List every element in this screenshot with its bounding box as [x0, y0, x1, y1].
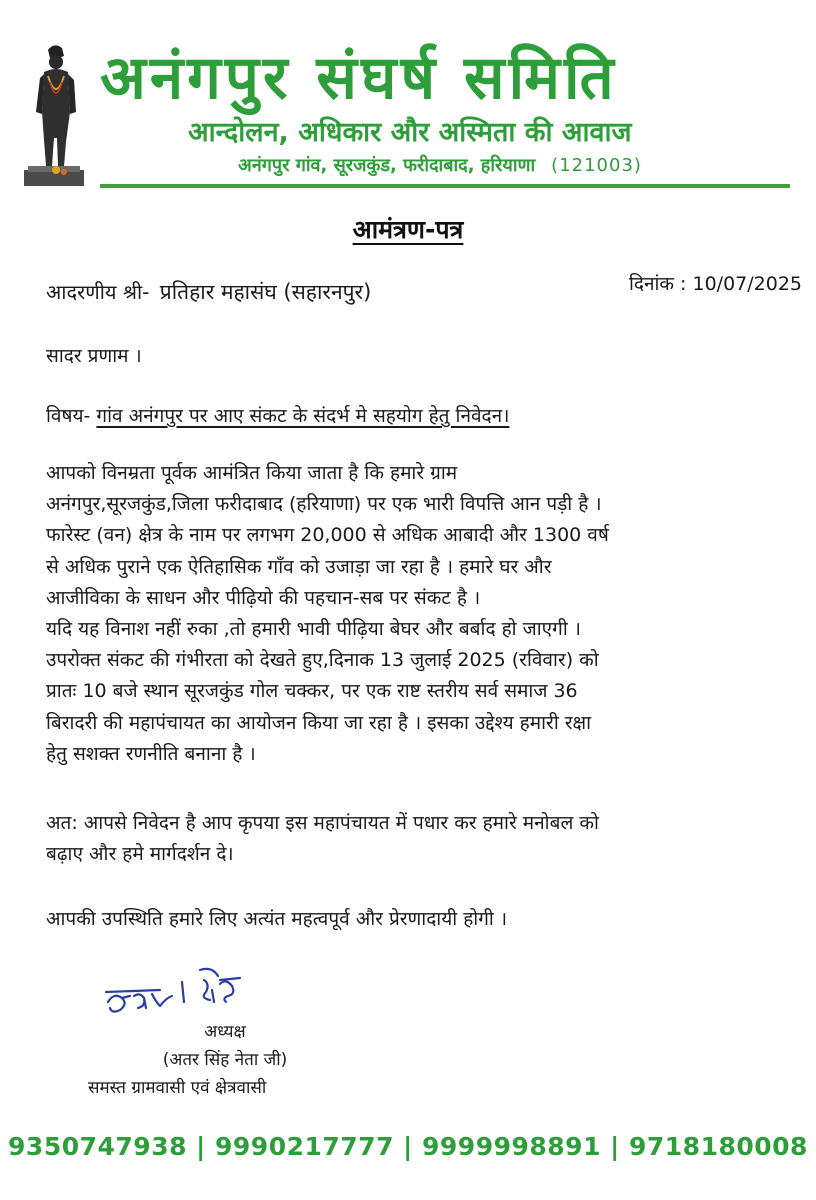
letter-date: दिनांक : 10/07/2025 — [628, 273, 802, 295]
body-paragraph-invitation — [46, 458, 770, 770]
signatory-designation: अध्यक्ष — [204, 1022, 246, 1042]
salutation-prefix: आदरणीय श्री- — [46, 280, 150, 304]
paragraph-line: आपकी उपस्थिति हमारे लिए अत्यंत महत्वपूर्व और प्रेरणादायी होगी । — [46, 908, 508, 930]
address-text: अनंगपुर गांव, सूरजकुंड, फरीदाबाद, हरियाणा — [238, 155, 536, 176]
subject-label: विषय- — [46, 405, 91, 427]
body-paragraph-closing — [46, 904, 770, 935]
signature-block — [80, 1018, 370, 1102]
recipient-name: प्रतिहार महासंघ (सहारनपुर) — [159, 280, 372, 304]
paragraph-line: हेतु सशक्त रणनीति बनाना है । — [46, 742, 256, 765]
paragraph-line: बिरादरी की महापंचायत का आयोजन किया जा रहा है । इसका उद्देश्य हमारी रक्षा — [46, 711, 592, 734]
heading-text: आमंत्रण-पत्र — [352, 215, 464, 244]
paragraph-line: अत: आपसे निवेदन है आप कृपया इस महापंचायत में पधार कर हमारे मनोबल को — [46, 812, 599, 834]
subject-line — [46, 402, 523, 430]
document-heading — [0, 214, 816, 246]
letterhead-divider — [100, 184, 790, 188]
org-address — [238, 154, 738, 178]
greeting: सादर प्रणाम । — [46, 345, 142, 367]
paragraph-line: अनंगपुर,सूरजकुंड,जिला फरीदाबाद (हरियाणा) पर एक भारी विपत्ति आन पड़ी है । — [46, 493, 602, 516]
signatory-name: (अतर सिंह नेता जी) — [162, 1050, 288, 1070]
subject-text: गांव अनंगपुर पर आए संकट के संदर्भ मे सहयोग हेतु निवेदन। — [96, 405, 510, 427]
signatory-residents: समस्त ग्रामवासी एवं क्षेत्रवासी — [88, 1078, 267, 1098]
org-tagline: आन्दोलन, अधिकार और अस्मिता की आवाज — [188, 117, 632, 148]
salutation — [46, 278, 371, 306]
paragraph-line: उपरोक्त संकट की गंभीरता को देखते हुए,दिनाक 13 जुलाई 2025 (रविवार) को — [46, 649, 599, 672]
statue-logo-icon — [18, 42, 90, 188]
paragraph-line: यदि यह विनाश नहीं रुका ,तो हमारी भावी पीढ़िया बेघर और बर्बाद हो जाएगी । — [46, 618, 582, 641]
paragraph-line: से अधिक पुराने एक ऐतिहासिक गाँव को उजाड़ा जा रहा है । हमारे घर और — [46, 555, 552, 578]
paragraph-line: प्रातः 10 बजे स्थान सूरजकुंड गोल चक्कर, पर एक राष्ट स्तरीय सर्व समाज 36 — [46, 680, 578, 703]
paragraph-line: आजीविका के साधन और पीढ़ियो की पहचान-सब पर संकट है । — [46, 586, 481, 609]
org-name: अनंगपुर संघर्ष समिति — [100, 43, 618, 113]
paragraph-line: बढ़ाए और हमे मार्गदर्शन दे। — [46, 843, 234, 866]
contact-phone-numbers: 9350747938 | 9990217777 | 9999998891 | 9718180008 — [8, 1132, 808, 1161]
paragraph-line: आपको विनम्रता पूर्वक आमंत्रित किया जाता है कि हमारे ग्राम — [46, 462, 458, 484]
pincode: (121003) — [551, 155, 642, 176]
paragraph-line: फारेस्ट (वन) क्षेत्र के नाम पर लगभग 20,000 से अधिक आबादी और 1300 वर्ष — [46, 524, 609, 547]
body-paragraph-request — [46, 808, 770, 870]
